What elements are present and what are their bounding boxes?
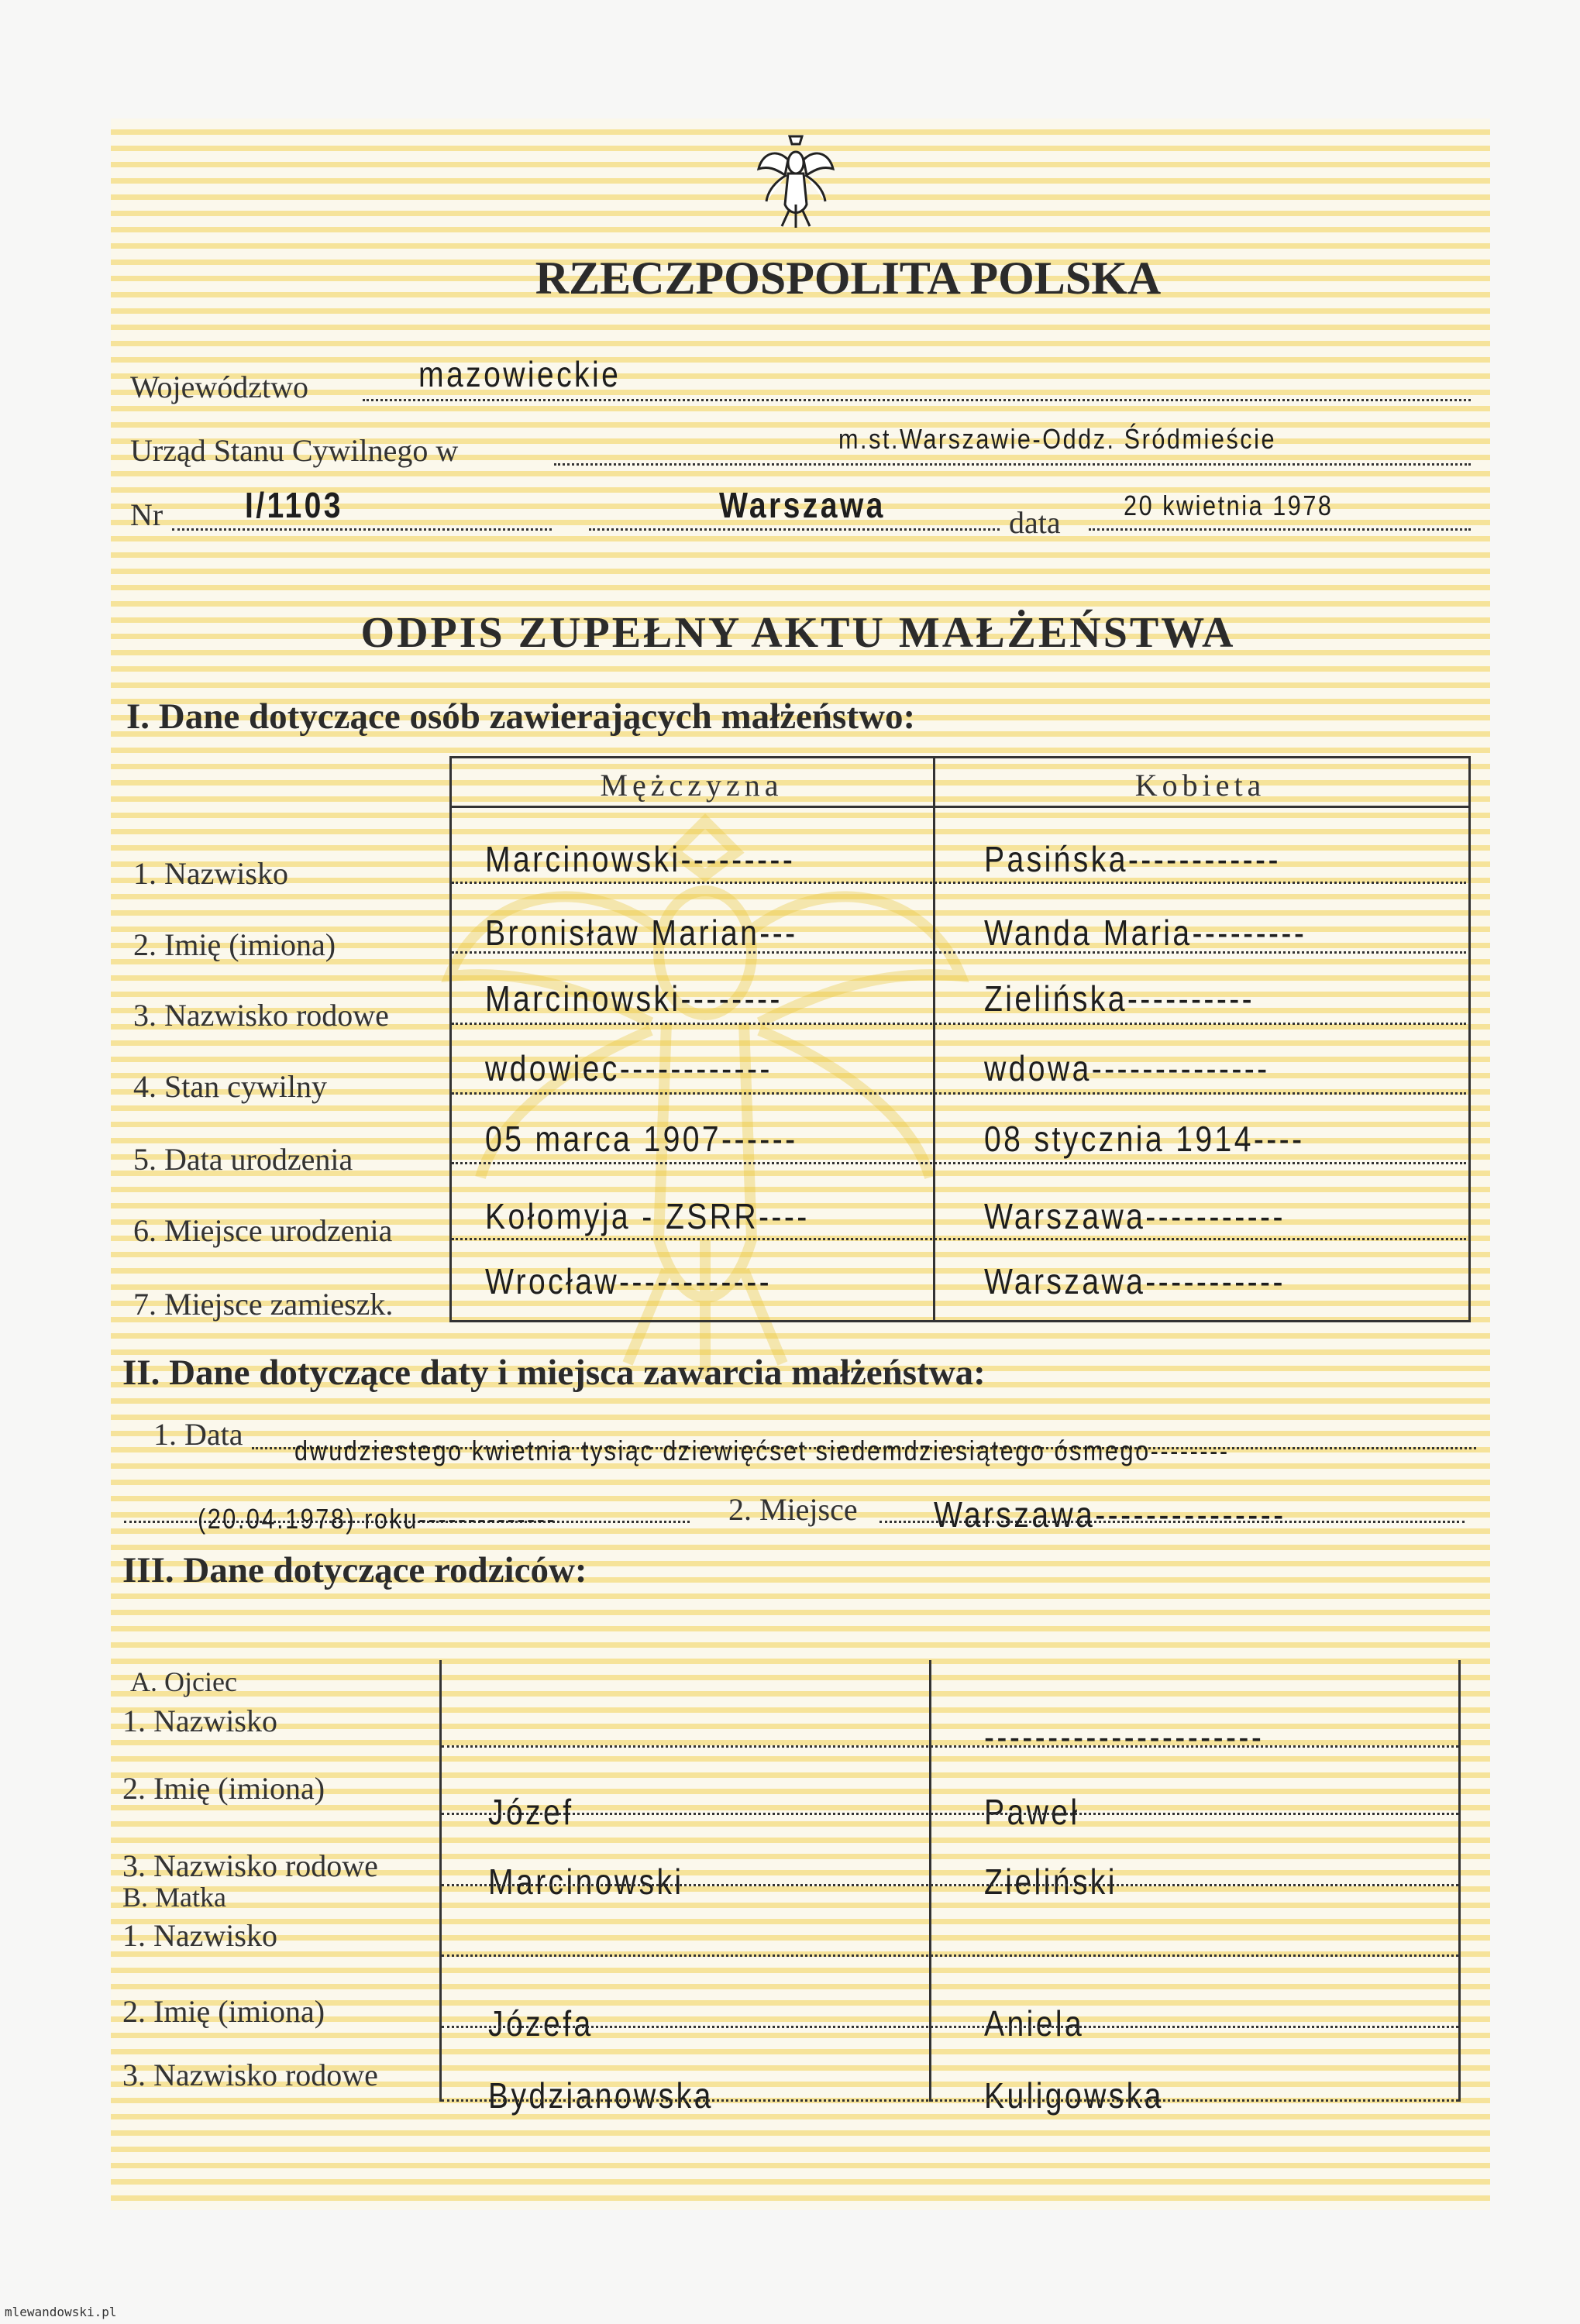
section-1-heading: I. Dane dotyczące osób zawierających małżeństwo: bbox=[126, 696, 916, 737]
mother-side-value: ---------------------- bbox=[984, 1717, 1265, 1757]
row-dotted-line bbox=[452, 951, 1466, 954]
woman-value: Zielińska---------- bbox=[984, 978, 1255, 1019]
date-label: data bbox=[1009, 505, 1061, 540]
place-value: Warszawa bbox=[719, 485, 886, 525]
parents-table-left-border bbox=[439, 1660, 442, 2102]
woman-value: wdowa-------------- bbox=[984, 1048, 1270, 1088]
man-value: Marcinowski-------- bbox=[485, 978, 783, 1019]
parent-field-label: 3. Nazwisko rodowe bbox=[122, 2058, 378, 2092]
man-value: Wrocław------------ bbox=[485, 1261, 773, 1301]
parent-field-label: 3. Nazwisko rodowe bbox=[122, 1848, 378, 1883]
row-dotted-line bbox=[442, 1884, 1458, 1886]
field-label: 3. Nazwisko rodowe bbox=[133, 998, 389, 1033]
parent-field-label: 1. Nazwisko bbox=[122, 1703, 277, 1738]
dotted-line bbox=[172, 528, 552, 531]
woman-value: Wanda Maria--------- bbox=[984, 913, 1307, 953]
field-label: 2. Imię (imiona) bbox=[133, 927, 336, 962]
woman-value: Warszawa----------- bbox=[984, 1196, 1286, 1236]
field-label: 1. Nazwisko bbox=[133, 856, 288, 891]
dotted-line bbox=[363, 399, 1471, 401]
column-header-man: Mężczyzna bbox=[600, 768, 783, 803]
parent-field-label: 1. Nazwisko bbox=[122, 1918, 277, 1953]
office-label: Urząd Stanu Cywilnego w bbox=[130, 433, 459, 468]
watermark-text: mlewandowski.pl bbox=[5, 2305, 117, 2319]
father-label: A. Ojciec bbox=[130, 1666, 237, 1697]
row-dotted-line bbox=[442, 1813, 1458, 1815]
dotted-line bbox=[589, 528, 1000, 531]
marriage-place-value: Warszawa--------------- bbox=[934, 1494, 1286, 1535]
mother-side-value: Zieliński bbox=[984, 1862, 1117, 1902]
voivodeship-label: Województwo bbox=[130, 370, 309, 404]
voivodeship-value: mazowieckie bbox=[418, 354, 621, 394]
parent-field-label: 2. Imię (imiona) bbox=[122, 1994, 325, 2029]
mother-side-value: Aniela bbox=[984, 2003, 1085, 2044]
dotted-line bbox=[1089, 528, 1471, 531]
father-side-value: Bydzianowska bbox=[488, 2075, 714, 2116]
nr-value: I/1103 bbox=[245, 485, 343, 525]
field-label: 5. Data urodzenia bbox=[133, 1142, 353, 1177]
table-header-line bbox=[449, 806, 1468, 808]
mother-side-value: Paweł bbox=[984, 1792, 1080, 1832]
man-value: Bronisław Marian--- bbox=[485, 913, 798, 953]
mother-side-value: Kuligowska bbox=[984, 2075, 1164, 2116]
field-label: 7. Miejsce zamieszk. bbox=[133, 1287, 394, 1322]
marriage-place-label: 2. Miejsce bbox=[728, 1492, 858, 1527]
row-dotted-line bbox=[452, 1023, 1466, 1025]
section-3-heading: III. Dane dotyczące rodziców: bbox=[122, 1550, 587, 1590]
row-dotted-line bbox=[452, 1238, 1466, 1240]
father-side-value: Józef bbox=[488, 1792, 574, 1832]
man-value: 05 marca 1907------ bbox=[485, 1119, 798, 1159]
column-header-woman: Kobieta bbox=[1134, 768, 1266, 803]
parent-field-label: 2. Imię (imiona) bbox=[122, 1771, 325, 1806]
dotted-line bbox=[554, 463, 1471, 466]
man-value: Marcinowski--------- bbox=[485, 839, 796, 879]
parents-table-right-border bbox=[1458, 1660, 1461, 2102]
woman-value: Pasińska------------ bbox=[984, 839, 1281, 879]
row-dotted-line bbox=[442, 2099, 1458, 2102]
field-label: 6. Miejsce urodzenia bbox=[133, 1213, 393, 1248]
parents-table-divider bbox=[929, 1660, 931, 2102]
nr-label: Nr bbox=[130, 497, 164, 532]
table-divider bbox=[933, 756, 935, 1320]
man-value: Kołomyja - ZSRR---- bbox=[485, 1196, 810, 1236]
row-dotted-line bbox=[442, 2026, 1458, 2028]
man-value: wdowiec------------ bbox=[485, 1048, 773, 1088]
row-dotted-line bbox=[452, 1092, 1466, 1095]
office-value: m.st.Warszawie-Oddz. Śródmieście bbox=[838, 423, 1277, 455]
date-value: 20 kwietnia 1978 bbox=[1124, 490, 1334, 521]
row-dotted-line bbox=[442, 1954, 1458, 1957]
field-label: 4. Stan cywilny bbox=[133, 1069, 327, 1104]
row-dotted-line bbox=[452, 882, 1466, 884]
marriage-date-label: 1. Data bbox=[153, 1417, 243, 1452]
woman-value: 08 stycznia 1914---- bbox=[984, 1119, 1305, 1159]
marriage-date-words: dwudziestego kwietnia tysiąc dziewięćset siedemdziesiątego ósmego-------- bbox=[294, 1435, 1230, 1466]
country-title: RZECZPOSPOLITA POLSKA bbox=[535, 253, 1162, 304]
father-side-value: Marcinowski bbox=[488, 1862, 684, 1902]
woman-value: Warszawa----------- bbox=[984, 1261, 1286, 1301]
document-title: ODPIS ZUPEŁNY AKTU MAŁŻEŃSTWA bbox=[360, 609, 1236, 657]
section-2-heading: II. Dane dotyczące daty i miejsca zawarcia małżeństwa: bbox=[122, 1353, 986, 1393]
father-side-value: Józefa bbox=[488, 2003, 594, 2044]
row-dotted-line bbox=[442, 1745, 1458, 1748]
mother-label: B. Matka bbox=[122, 1882, 226, 1913]
marriage-date-numeric: (20.04.1978) roku-------------- bbox=[198, 1503, 557, 1535]
polish-eagle-emblem-icon bbox=[756, 132, 836, 232]
row-dotted-line bbox=[452, 1162, 1466, 1164]
